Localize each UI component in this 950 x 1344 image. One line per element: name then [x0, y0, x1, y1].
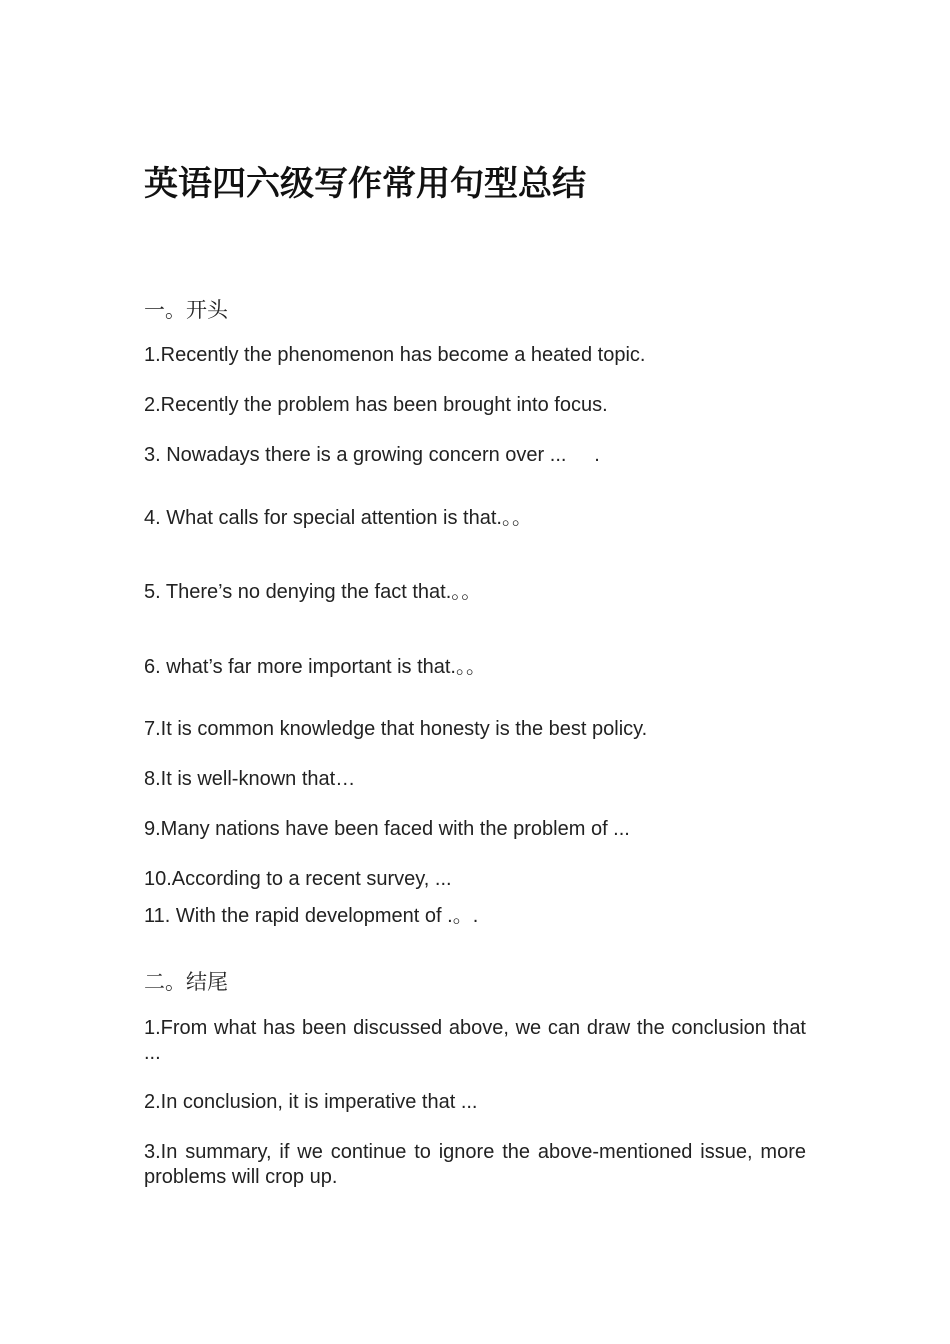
opening-sentence: 8.It is well-known that…: [144, 768, 356, 790]
opening-sentence: 6. what’s far more important is that.。。: [144, 656, 486, 678]
opening-sentence: 11. With the rapid development of .。.: [144, 905, 479, 927]
page-title: 英语四六级写作常用句型总结: [144, 164, 586, 204]
ending-sentence: 3.In summary, if we continue to ignore the above-mentioned issue, more problems will crop up.: [144, 1141, 806, 1188]
section-heading-opening: 一。开头: [144, 298, 228, 322]
section-heading-ending: 二。结尾: [144, 970, 228, 994]
opening-sentence: 1.Recently the phenomenon has become a heated topic.: [144, 344, 646, 366]
opening-sentence: 10.According to a recent survey, ...: [144, 868, 452, 890]
opening-sentence: 5. There’s no denying the fact that.。。: [144, 581, 482, 603]
opening-sentence: 7.It is common knowledge that honesty is the best policy.: [144, 718, 648, 740]
opening-sentence: 9.Many nations have been faced with the problem of ...: [144, 818, 630, 840]
opening-sentence: 2.Recently the problem has been brought into focus.: [144, 394, 608, 416]
opening-sentence: 3. Nowadays there is a growing concern over ... .: [144, 444, 600, 466]
ending-sentence: 1.From what has been discussed above, we can draw the conclusion that ...: [144, 1017, 806, 1064]
ending-sentence: 2.In conclusion, it is imperative that ...: [144, 1091, 478, 1113]
opening-sentence: 4. What calls for special attention is that.。。: [144, 507, 532, 529]
